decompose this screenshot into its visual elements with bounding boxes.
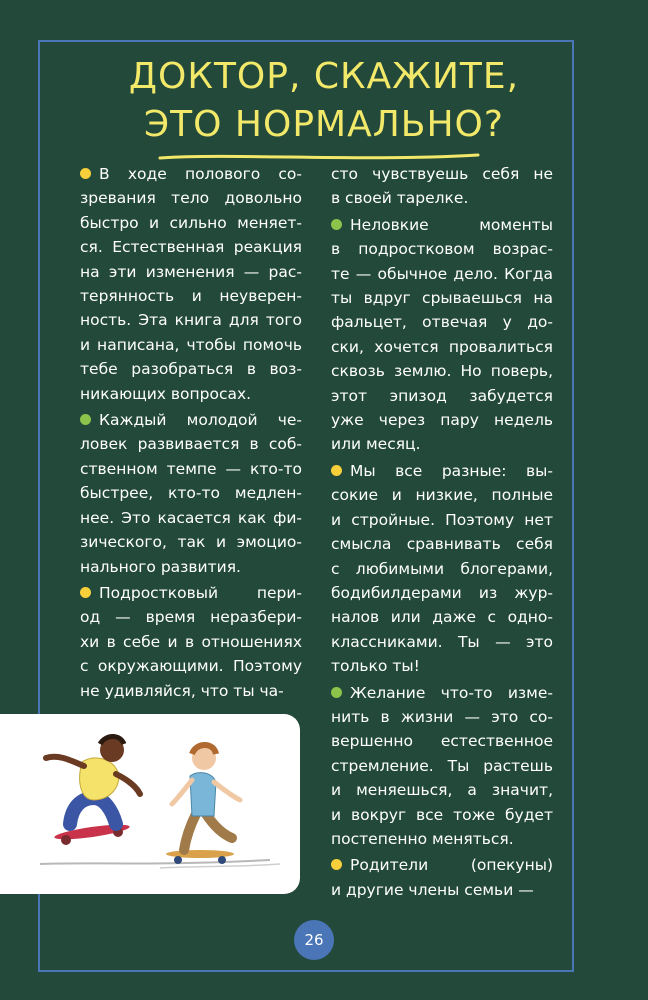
text-line [331,262,553,286]
skateboarders-image [0,714,300,894]
text-line [80,555,302,579]
paragraph [80,581,302,703]
line-text: и вокруг все тоже будет [331,805,553,824]
title-line-2: ЭТО НОРМАЛЬНО? [144,104,504,145]
line-text: постепенно меняться. [331,829,514,848]
page-number: 26 [294,920,334,960]
text-line [331,335,553,359]
text-line [80,630,302,654]
line-text: и меняешься, а значит, [331,781,553,800]
text-line [331,581,553,605]
text-line [331,729,553,753]
line-text: быстро и сильно меняет- [80,213,302,232]
text-line [80,605,302,629]
line-text: Подростковый пери- [99,583,302,602]
text-line [331,878,553,902]
line-text: только ты! [331,657,420,676]
line-text: сквозь землю. Но поверь, [331,362,553,381]
line-text: Мы все разные: вы- [350,461,553,480]
text-line [80,162,302,186]
line-text: не удивляйся, что ты ча- [80,681,284,700]
line-text: налов или даже с одно- [331,608,553,627]
paragraph [331,213,553,457]
text-line [331,827,553,851]
line-text: с любимыми блогерами, [331,559,553,578]
line-text: вершенно естественное [331,732,553,751]
line-text: нить в жизни — это со- [331,707,553,726]
line-text: в своей тарелке. [331,189,469,208]
text-line [80,333,302,357]
text-line [331,286,553,310]
text-line [80,186,302,210]
text-line [80,581,302,605]
line-text: стремление. Ты растешь [331,756,553,775]
line-text: ловек развивается в соб- [80,435,302,454]
line-text: сто чувствуешь себя не [331,165,553,183]
line-text: нального развития. [80,557,241,576]
line-text: ся. Естественная реакция [80,238,302,257]
text-line [80,408,302,432]
line-text: терянность и неуверен- [80,287,302,306]
text-line [80,284,302,308]
line-text: те — обычное дело. Когда [331,264,553,283]
text-line [80,654,302,678]
bullet-dot-icon [80,168,91,179]
text-line [80,235,302,259]
line-text: В ходе полового со- [99,165,302,183]
line-text: сокие и низкие, полные [331,486,553,505]
text-line [331,803,553,827]
text-line [331,483,553,507]
bullet-dot-icon [331,859,342,870]
paragraph [331,459,553,679]
text-line [331,237,553,261]
line-text: этот эпизод забудется [331,386,553,405]
text-line [331,532,553,556]
text-line [80,211,302,235]
line-text: хи в себе и в отношениях [80,632,302,651]
title-line-1: ДОКТОР, СКАЖИТЕ, [128,56,520,97]
text-line [80,308,302,332]
text-line [80,357,302,381]
line-text: нее. Это касается как фи- [80,508,302,527]
skateboarders-illustration [0,714,300,894]
text-line [331,384,553,408]
text-line [331,432,553,456]
text-line [331,853,553,877]
boy-2-figure [166,745,240,864]
text-line [331,186,553,210]
paragraph [80,408,302,579]
line-text: Неловкие моменты [350,215,553,234]
line-text: с окружающими. Поэтому [80,657,302,676]
text-line [80,457,302,481]
text-line [331,508,553,532]
text-line [80,481,302,505]
line-text: и другие члены семьи — [331,880,534,899]
line-text: зревания тело довольно [80,189,302,208]
text-line [80,506,302,530]
text-line [331,754,553,778]
text-line [331,654,553,678]
text-line [331,213,553,237]
text-line [331,630,553,654]
line-text: од — время неразбери- [80,608,302,627]
line-text: или месяц. [331,435,421,454]
line-text: Каждый молодой че- [99,411,302,430]
text-line [331,459,553,483]
line-text: ственном темпе — кто-то [80,459,302,478]
text-line [331,162,553,186]
line-text: и написана, чтобы помочь [80,335,302,354]
line-text: зического, так и эмоцио- [80,533,302,552]
right-column [331,162,553,904]
text-line [331,408,553,432]
bullet-dot-icon [331,219,342,230]
text-line [331,681,553,705]
paragraph [331,681,553,852]
paragraph [331,162,553,211]
text-line [331,310,553,334]
text-line [80,530,302,554]
line-text: бодибилдерами из жур- [331,583,553,602]
line-text: фальцет, отвечая у до- [331,313,553,332]
line-text: уже через пару недель [331,411,553,430]
text-line [80,679,302,703]
text-line [331,605,553,629]
paragraph [331,853,553,902]
text-line [331,705,553,729]
line-text: и стройные. Поэтому нет [331,510,553,529]
paragraph [80,162,302,406]
text-line [331,557,553,581]
bullet-dot-icon [80,587,91,598]
bullet-dot-icon [331,687,342,698]
line-text: смысла сравнивать себя [331,535,553,554]
line-text: в подростковом возрас- [331,240,553,259]
line-text: ски, хочется провалиться [331,337,553,356]
boy-1-figure [46,737,140,846]
line-text: ность. Эта книга для того [80,311,302,330]
line-text: Родители (опекуны) [350,856,553,875]
bullet-dot-icon [331,465,342,476]
text-line [331,359,553,383]
line-text: классниками. Ты — это [331,632,553,651]
text-line [80,382,302,406]
line-text: тебе разобраться в воз- [80,360,302,379]
line-text: Желание что-то изме- [350,683,553,702]
text-line [331,778,553,802]
line-text: на эти изменения — рас- [80,262,302,281]
text-line [80,260,302,284]
text-line [80,432,302,456]
left-column [80,162,302,705]
line-text: никающих вопросах. [80,384,252,403]
line-text: ты вдруг срываешься на [331,289,553,308]
line-text: быстрее, кто-то медлен- [80,484,302,503]
bullet-dot-icon [80,414,91,425]
